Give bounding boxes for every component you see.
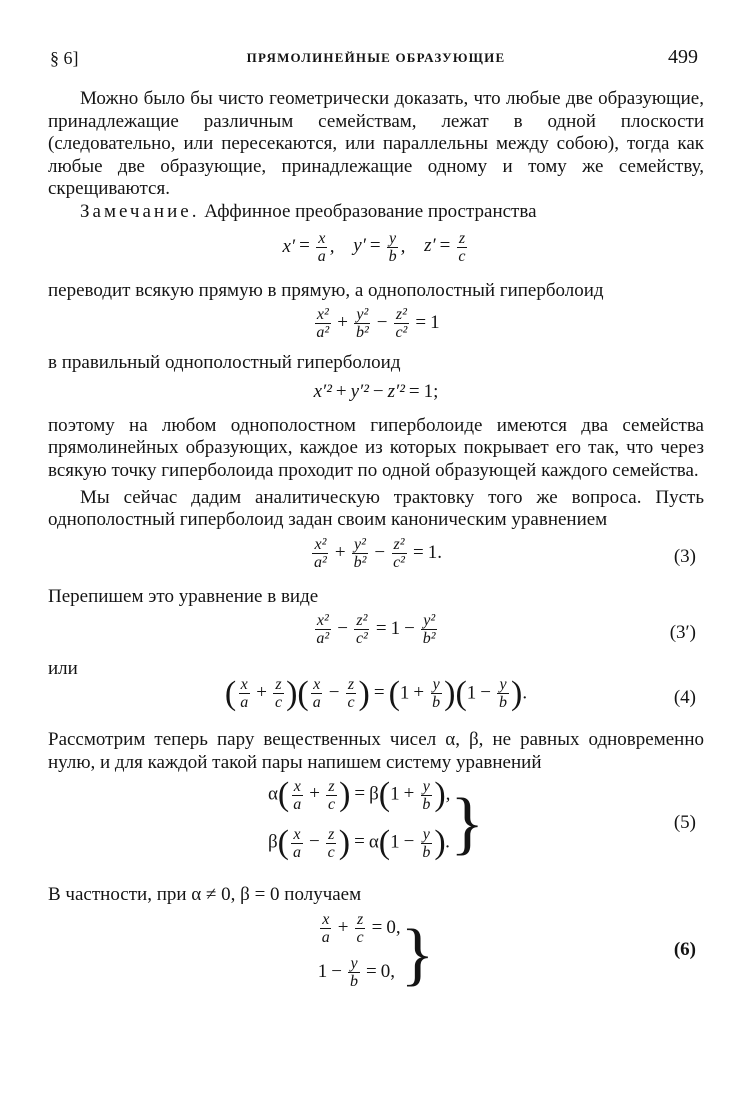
paragraph-10: В частности, при α ≠ 0, β = 0 получаем (48, 884, 362, 906)
book-page (48, 40, 704, 1007)
equation-5-system: α( $\frac{x}{a}$ + $\frac{z}{c}$ ) = β(1 + $\frac{y}{b}$ ), β( $\frac{x}{a}$ − $\frac{z}{c}$ ) = α(1 − $\frac{y}{b}$ ). } (5) (267, 776, 696, 863)
paragraph-5: поэтому на любом однополостном гиперболоиде имеются два семейства прямолинейных образующих, каждое из которых покрывает его так, что через всякую точку гиперболоида проходит по одной образующей каждого семейства. (48, 414, 704, 481)
equation-3-prime: $\frac{\text{x²}}{\text{a²}}$ − $\frac{\text{z²}}{\text{c²}}$ = 1 − $\frac{\text{y²}}{\text{b²}}$ (3′) (316, 612, 696, 648)
equation-number-3-prime: (3′) (669, 622, 696, 644)
system-brace-5: } (450, 785, 485, 863)
paragraph-6: Мы сейчас дадим аналитическую трактовку того же вопроса. Пусть однополостный гиперболоид задан своим каноническим уравнением (48, 486, 704, 531)
equation-number-4: (4) (673, 686, 696, 708)
equation-4: ( $\frac{x}{a}$ + $\frac{z}{c}$ )( $\frac{x}{a}$ − $\frac{z}{c}$ ) = (1 + $\frac{y}{b}$ )(1 − $\frac{y}{b}$ ). (4) (224, 674, 696, 712)
equation-number-6: (6) (673, 938, 696, 960)
equation-number-3: (3) (673, 545, 696, 567)
running-title: ПРЯМОЛИНЕЙНЫЕ ОБРАЗУЮЩИЕ (246, 50, 506, 65)
remark-text: Аффинное преобразование пространства (204, 200, 537, 222)
page-number: 499 (668, 46, 698, 68)
equation-hyperboloid: $\frac{\text{x²}}{\text{a²}}$ + $\frac{\text{y²}}{\text{b²}}$ − $\frac{\text{z²}}{\text{c²}}$ = 1 (316, 306, 440, 342)
paragraph-1: Можно было бы чисто геометрически доказать, что любые две образующие, принадлежащие различным семействам, лежат в одной плоскости (следовательно, или пересекаются, или параллельны между собою), тогда как любые две образующие, принадлежащие одному и тому же семейству, скрещиваются. (48, 88, 704, 200)
section-marker: § 6] (50, 48, 79, 68)
paragraph-3: переводит всякую прямую в прямую, а однополостный гиперболоид (48, 279, 604, 301)
equation-3: $\frac{\text{x²}}{\text{a²}}$ + $\frac{\text{y²}}{\text{b²}}$ − $\frac{\text{z²}}{\text{c²}}$ = 1. (3) (314, 535, 696, 571)
system-brace-6: } (400, 915, 435, 993)
equation-affine: x′ = $\frac{x}{a}$ , y′ = $\frac{y}{b}$ , z′ = $\frac{z}{c}$ (282, 229, 466, 265)
equation-regular-hyperboloid: x′² + y′² − z′² = 1; (313, 380, 439, 402)
equation-6-system: $\frac{x}{a}$ + $\frac{z}{c}$ = 0, 1 − $\frac{y}{b}$ = 0, } (6) (317, 910, 696, 993)
paragraph-4: в правильный однополостный гиперболоид (48, 352, 401, 374)
equation-number-5: (5) (673, 812, 696, 834)
paragraph-2 (48, 201, 704, 224)
paragraph-7: Перепишем это уравнение в виде (48, 585, 319, 607)
running-header (48, 40, 704, 74)
remark-label: Замечание. (80, 200, 200, 222)
paragraph-8: или (48, 658, 78, 680)
paragraph-9: Рассмотрим теперь пару вещественных чисел α, β, не равных одновременно нулю, и для каждой такой пары напишем систему уравнений (48, 728, 704, 773)
